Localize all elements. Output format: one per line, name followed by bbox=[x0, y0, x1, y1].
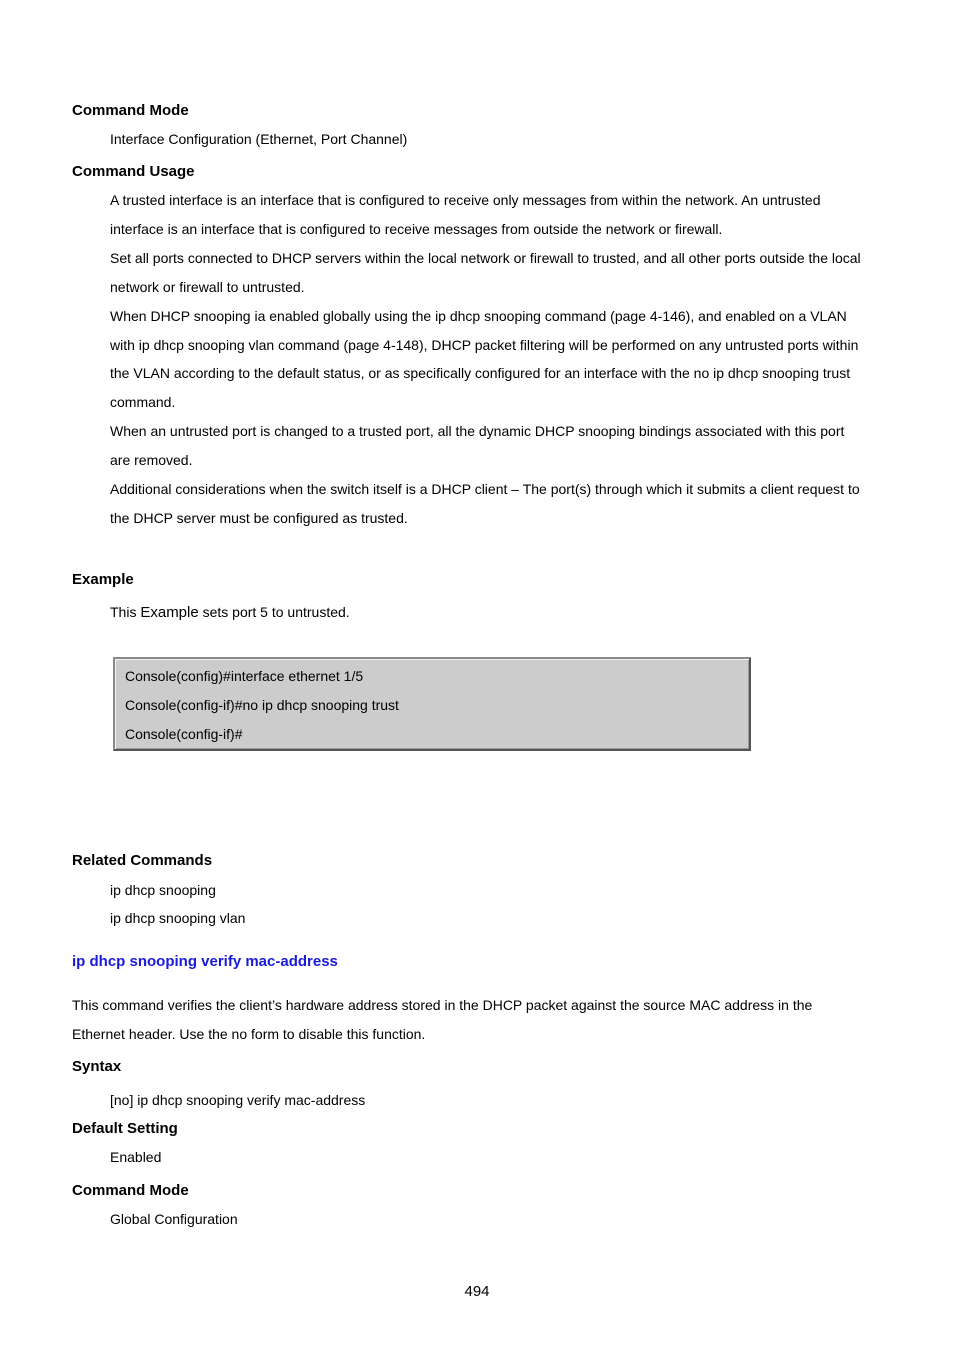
console-line: Console(config-if)# bbox=[125, 726, 243, 742]
usage-line: A trusted interface is an interface that is configured to receive only messages from within the network. An untrusted bbox=[110, 192, 821, 208]
usage-line: Set all ports connected to DHCP servers within the local network or firewall to trusted, and all other ports outside the local bbox=[110, 250, 861, 266]
example-heading: Example bbox=[72, 571, 134, 588]
syntax-value: [no] ip dhcp snooping verify mac-address bbox=[110, 1092, 366, 1108]
usage-line: with ip dhcp snooping vlan command (page 4-148), DHCP packet filtering will be performed on any untrusted ports within bbox=[110, 337, 859, 353]
example-word: Example bbox=[140, 604, 199, 621]
example-description bbox=[110, 604, 350, 621]
usage-line: command. bbox=[110, 394, 176, 410]
console-line: Console(config)#interface ethernet 1/5 bbox=[125, 668, 364, 684]
related-command-item: ip dhcp snooping bbox=[110, 882, 216, 898]
description-line: Ethernet header. Use the no form to disable this function. bbox=[72, 1026, 426, 1042]
command-title: ip dhcp snooping verify mac-address bbox=[72, 953, 338, 970]
usage-line: the VLAN according to the default status, or as specifically configured for an interface with the no ip dhcp snooping trust bbox=[110, 365, 851, 381]
description-line: This command verifies the client’s hardware address stored in the DHCP packet against the source MAC address in the bbox=[72, 997, 813, 1013]
command-mode-value: Interface Configuration (Ethernet, Port Channel) bbox=[110, 131, 408, 147]
default-setting-heading: Default Setting bbox=[72, 1120, 178, 1137]
default-setting-value: Enabled bbox=[110, 1149, 162, 1165]
usage-line: network or firewall to untrusted. bbox=[110, 279, 305, 295]
usage-line: When DHCP snooping ia enabled globally using the ip dhcp snooping command (page 4-146), and enabled on a VLAN bbox=[110, 308, 847, 324]
command-mode-heading: Command Mode bbox=[72, 102, 189, 119]
console-example-box bbox=[113, 657, 751, 751]
usage-line: interface is an interface that is configured to receive messages from outside the network or firewall. bbox=[110, 221, 723, 237]
related-commands-heading: Related Commands bbox=[72, 852, 213, 869]
usage-line: When an untrusted port is changed to a trusted port, all the dynamic DHCP snooping bindings associated with this port bbox=[110, 423, 845, 439]
command-mode-heading-2: Command Mode bbox=[72, 1182, 189, 1199]
syntax-heading: Syntax bbox=[72, 1058, 122, 1075]
usage-line: are removed. bbox=[110, 452, 193, 468]
command-mode-value-2: Global Configuration bbox=[110, 1211, 238, 1227]
example-pre: This bbox=[110, 604, 141, 620]
example-post: sets port 5 to untrusted. bbox=[198, 604, 350, 620]
command-usage-heading: Command Usage bbox=[72, 163, 195, 180]
page-number: 494 bbox=[464, 1283, 490, 1300]
usage-line: the DHCP server must be configured as trusted. bbox=[110, 510, 408, 526]
console-line: Console(config-if)#no ip dhcp snooping trust bbox=[125, 697, 399, 713]
related-command-item: ip dhcp snooping vlan bbox=[110, 910, 246, 926]
usage-line: Additional considerations when the switch itself is a DHCP client – The port(s) through which it submits a client request to bbox=[110, 481, 860, 497]
